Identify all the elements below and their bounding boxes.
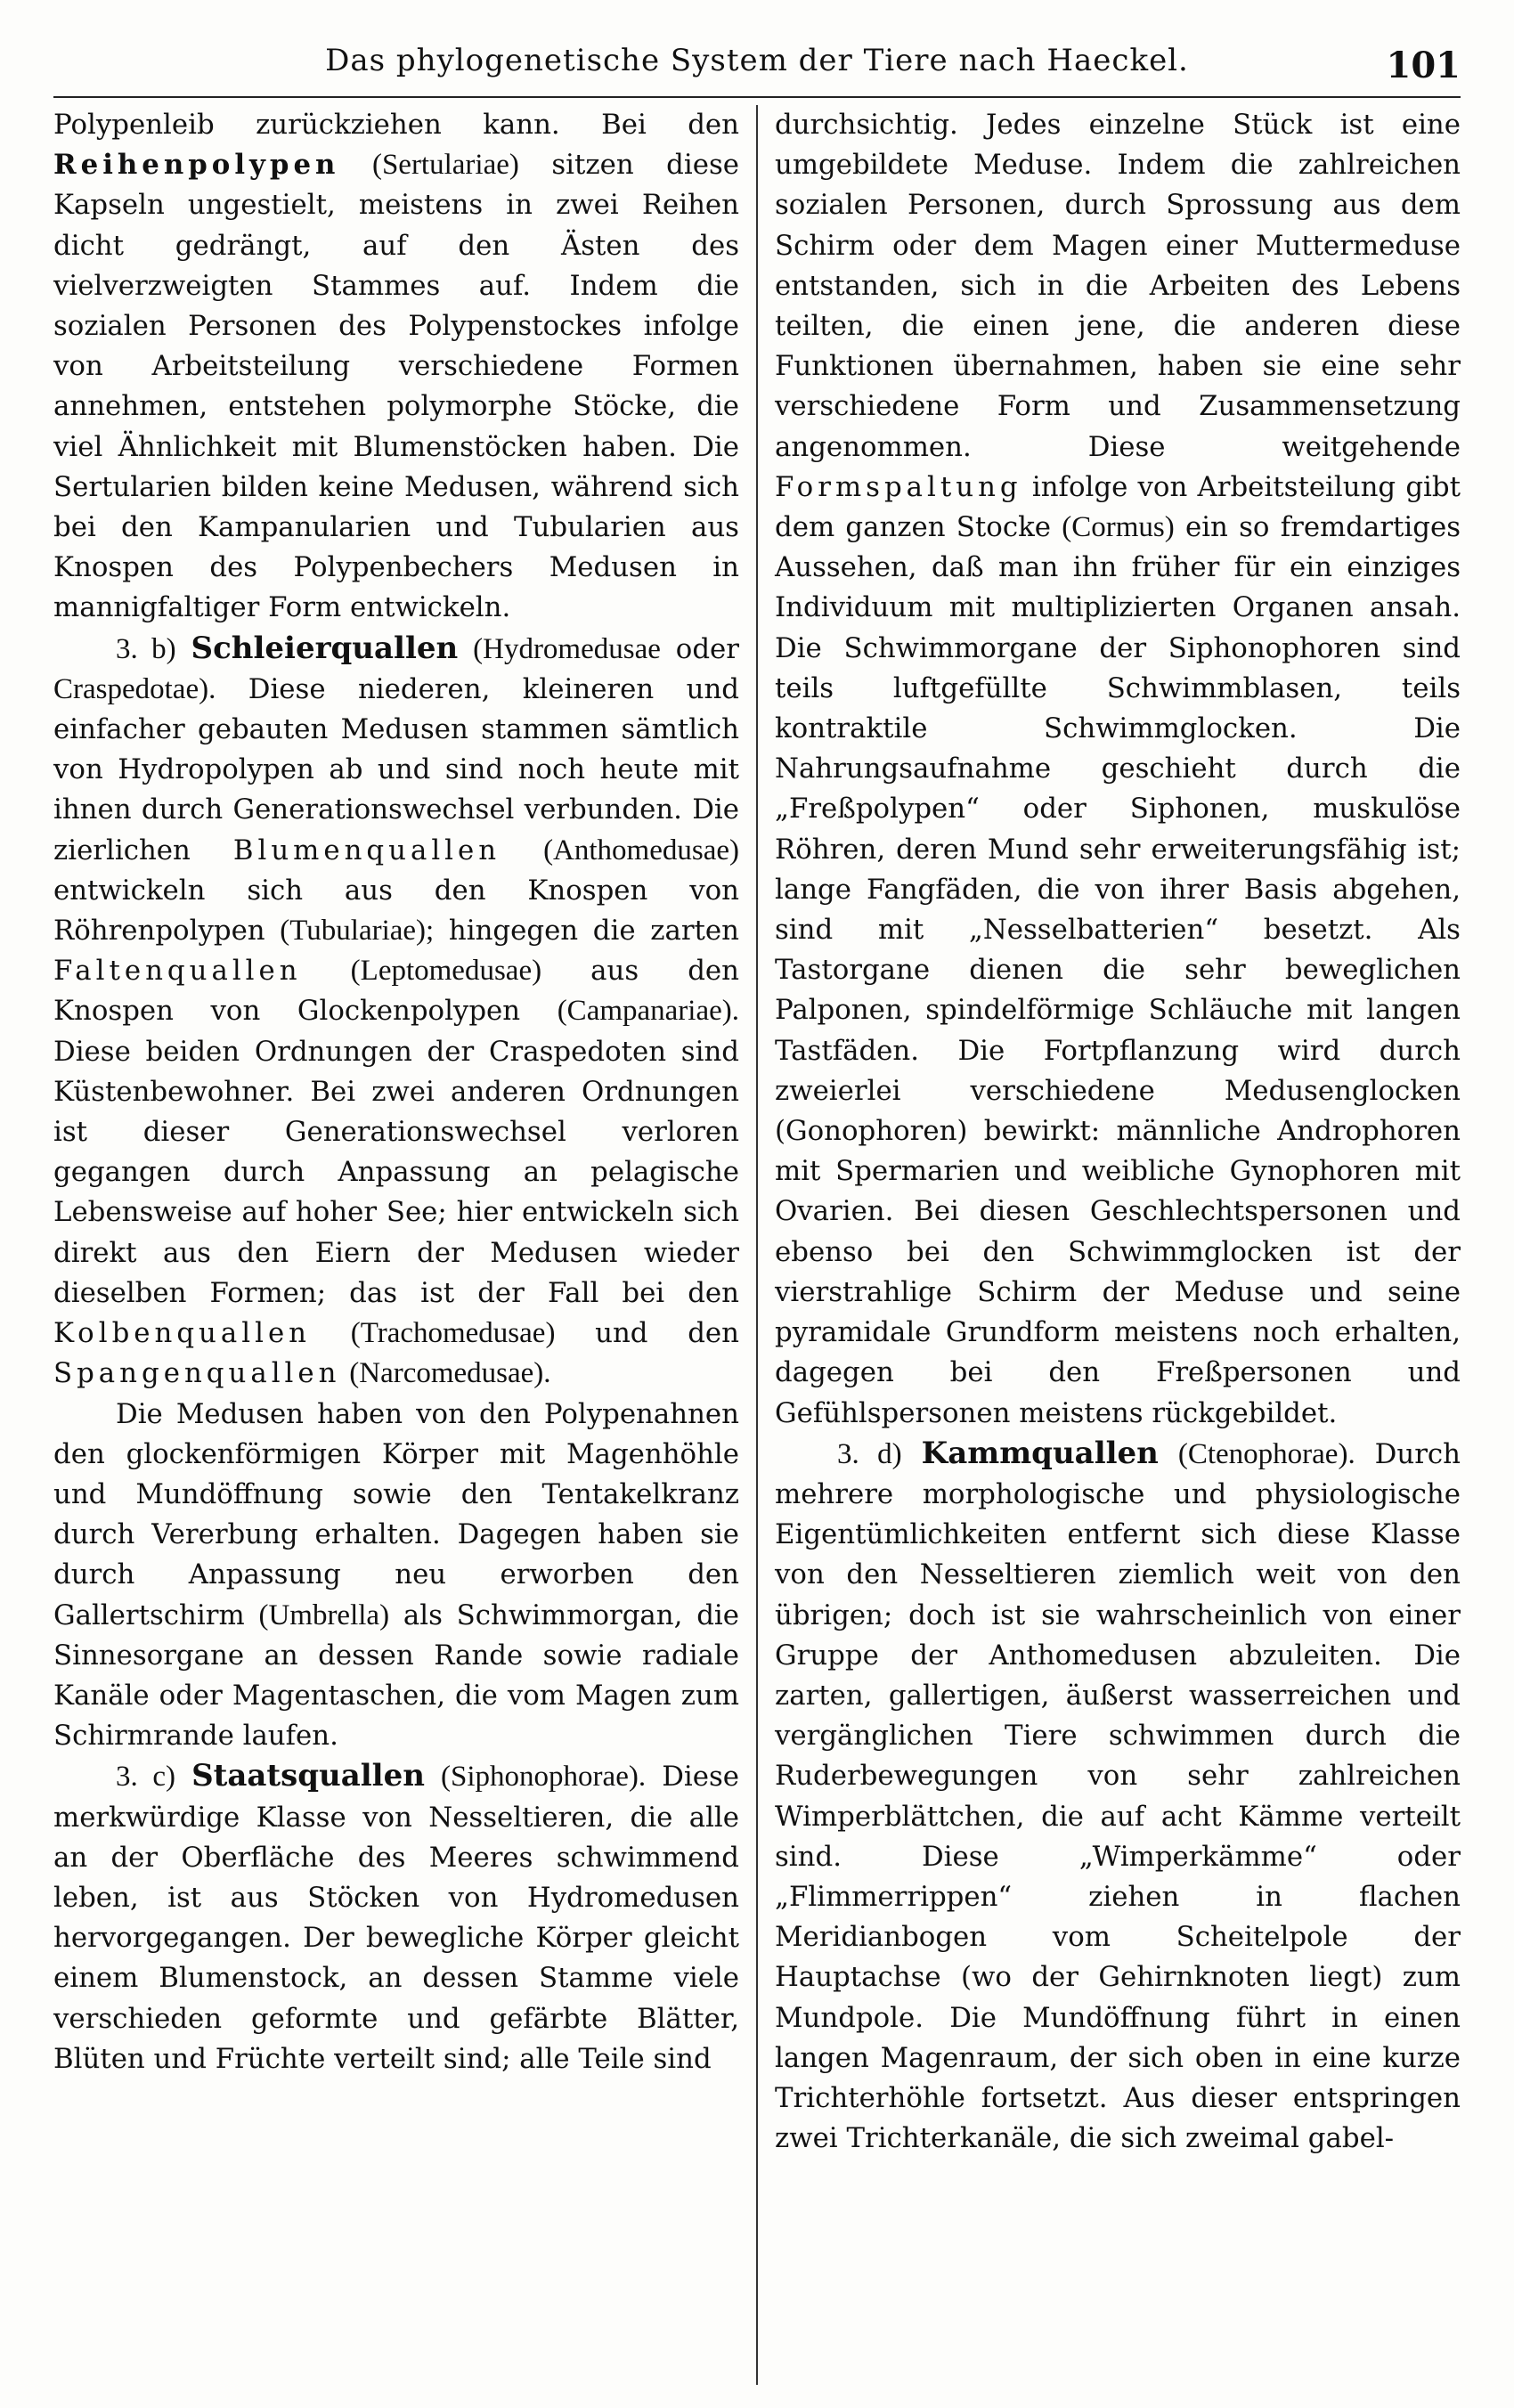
text-run: oder [675,632,739,665]
right-column [775,105,1461,2159]
section-heading: Schleierquallen [191,630,459,666]
section-number: 3. b) [116,632,176,665]
section-number: 3. d) [837,1437,902,1470]
section-heading: Staatsquallen [191,1758,425,1794]
section-3b [53,629,739,1395]
text-run: infolge von Arbeitsteilung gibt dem ganzen Stocke [775,470,1461,544]
latin-term: (Trachomedusae) [350,1317,556,1350]
paragraph [775,105,1461,1434]
text-run: ein so fremdartiges Aussehen, daß man ihn früher für ein einziges Individuum mit multiplizierten Organen ansah. Die Schwimmorgane der Siphonophoren sind teils luftgefüllte Schwimmblasen, teils kontraktile Schwimmglocken. Die Nahrungsaufnahme geschieht durch die „Freßpolypen“ oder Siphonen, muskulöse Röhren, deren Mund sehr erweiterungsfähig ist; lange Fangfäden, die von ihrer Basis abgehen, sind mit „Nesselbatterien“ besetzt. Als Tastorgane dienen die sehr beweglichen Palponen, spindelförmige Schläuche mit langen Tastfäden. Die Fortpflanzung wird durch zweierlei verschiedene Medusenglocken (Gonophoren) bewirkt: männliche Androphoren mit Spermarien und weibliche Gynophoren mit Ovarien. Bei diesen Geschlechtspersonen und ebenso bei den Schwimmglocken ist der vierstrahlige Schirm der Meduse und seine pyramidale Grundform meistens noch erhalten, dagegen bei den Freßpersonen und Gefühlspersonen meistens rückgebildet. [775,511,1461,1429]
text-run: Polypenleib zurückziehen kann. Bei den [53,109,739,141]
latin-term: (Cormus) [1062,511,1175,544]
latin-term: (Ctenophorae). [1177,1437,1355,1470]
latin-term: (Hydromedusae [473,632,661,665]
text-run: Diese beiden Ordnungen der Craspedoten sind Küstenbewohner. Bei zwei anderen Ordnungen ist dieser Generationswechsel verloren gegangen durch Anpassung an pelagische Lebensweise auf hoher See; hier entwickeln sich direkt aus den Eiern der Medusen wieder dieselben Formen; das ist der Fall bei den [53,1035,739,1309]
latin-term: (Campanariae). [557,995,739,1028]
text-run: entwickeln sich aus den Knospen von Röhrenpolypen [53,874,739,948]
spaced-term: Spangenquallen [53,1357,341,1390]
text-run: als Schwimmorgan, die Sinnesorgane an dessen Rande sowie radiale Kanäle oder Magentaschen, die vom Magen zum Schirmrande laufen. [53,1599,739,1753]
latin-term: Craspedotae). [53,672,216,705]
text-run: Durch mehrere morphologische und physiologische Eigentümlichkeiten entfernt sich diese Klasse von den Nesseltieren ziemlich weit von den übrigen; doch ist sie wahrscheinlich von einer Gruppe der Anthomedusen abzuleiten. Die zarten, gallertigen, äußerst wasserreichen und vergänglichen Tiere schwimmen durch die Ruderbewegungen von sehr zahlreichen Wimperblättchen, die auf acht Kämme verteilt sind. Diese „Wimperkämme“ oder „Flimmerrippen“ ziehen in flachen Meridianbogen vom Scheitelpole der Hauptachse (wo der Gehirnknoten liegt) zum Mundpole. Die Mundöffnung führt in einen langen Magenraum, der sich oben in eine kurze Trichterhöhle fortsetzt. Aus dieser entspringen zwei Trichterkanäle, die sich zweimal gabel- [775,1437,1461,2155]
section-3c [53,1756,739,2079]
spaced-term: Formspaltung [775,470,1022,503]
section-3d [775,1434,1461,2160]
paragraph [53,1395,739,1757]
latin-term: (Umbrella) [258,1599,390,1631]
running-title: Das phylogenetische System der Tiere nach Haeckel. [325,43,1189,78]
paragraph [53,105,739,629]
spaced-term: Kolbenquallen [53,1317,312,1350]
text-run: aus den Knospen von Glockenpolypen [53,955,739,1028]
spaced-term: Reihenpolypen [53,149,340,182]
latin-term: (Tubulariae); [280,915,435,948]
column-divider [756,105,758,2385]
left-column [53,105,739,2079]
text-run: durchsichtig. Jedes einzelne Stück ist eine umgebildete Meduse. Indem die zahlreichen sozialen Personen, durch Sprossung aus dem Schirm oder dem Magen einer Muttermeduse entstanden, sich in die Arbeiten des Lebens teilten, die einen jene, die anderen diese Funktionen übernahmen, haben sie eine sehr verschiedene Form und Zusammensetzung angenommen. Diese weitgehende [775,109,1461,463]
page-header [53,36,1461,98]
section-number: 3. c) [116,1761,175,1794]
section-heading: Kammquallen [921,1435,1159,1471]
spaced-term: Blumenquallen [232,834,501,866]
latin-term: (Leptomedusae) [350,955,542,988]
text-run: sitzen diese Kapseln ungestielt, meistens in zwei Reihen dicht gedrängt, auf den Ästen des vielverzweigten Stammes auf. Indem die sozialen Personen des Polypenstockes infolge von Arbeitsteilung verschiedene Formen annehmen, entstehen polymorphe Stöcke, die viel Ähnlichkeit mit Blumenstöcken haben. Die Sertularien bilden keine Medusen, während sich bei den Kampanularien und Tubularien aus Knospen des Polypenbechers Medusen in mannigfaltiger Form entwickeln. [53,149,739,624]
text-run: Diese niederen, kleineren und einfacher gebauten Medusen stammen sämtlich von Hydropolypen ab und sind noch heute mit ihnen durch Generationswechsel verbunden. Die zierlichen [53,672,739,866]
spaced-term: Faltenquallen [53,955,302,988]
latin-term: (Narcomedusae). [349,1357,551,1390]
page-number: 101 [1386,45,1461,86]
latin-term: (Sertulariae) [371,149,519,182]
text-run: und den [595,1317,739,1350]
latin-term: (Siphonophorae). [441,1761,647,1794]
text-run: Diese merkwürdige Klasse von Nesseltieren, die alle an der Oberfläche des Meeres schwimmend leben, ist aus Stöcken von Hydromedusen hervorgegangen. Der bewegliche Körper gleicht einem Blumenstock, an dessen Stamme viele verschieden geformte und gefärbte Blätter, Blüten und Früchte verteilt sind; alle Teile sind [53,1761,739,2075]
text-run: Die Medusen haben von den Polypenahnen den glockenförmigen Körper mit Magenhöhle und Mundöffnung sowie den Tentakelkranz durch Vererbung erhalten. Dagegen haben sie durch Anpassung neu erworben den Gallertschirm [53,1397,739,1631]
latin-term: (Anthomedusae) [543,834,739,866]
header-rule [53,96,1461,98]
text-run: hingegen die zarten [448,915,739,948]
